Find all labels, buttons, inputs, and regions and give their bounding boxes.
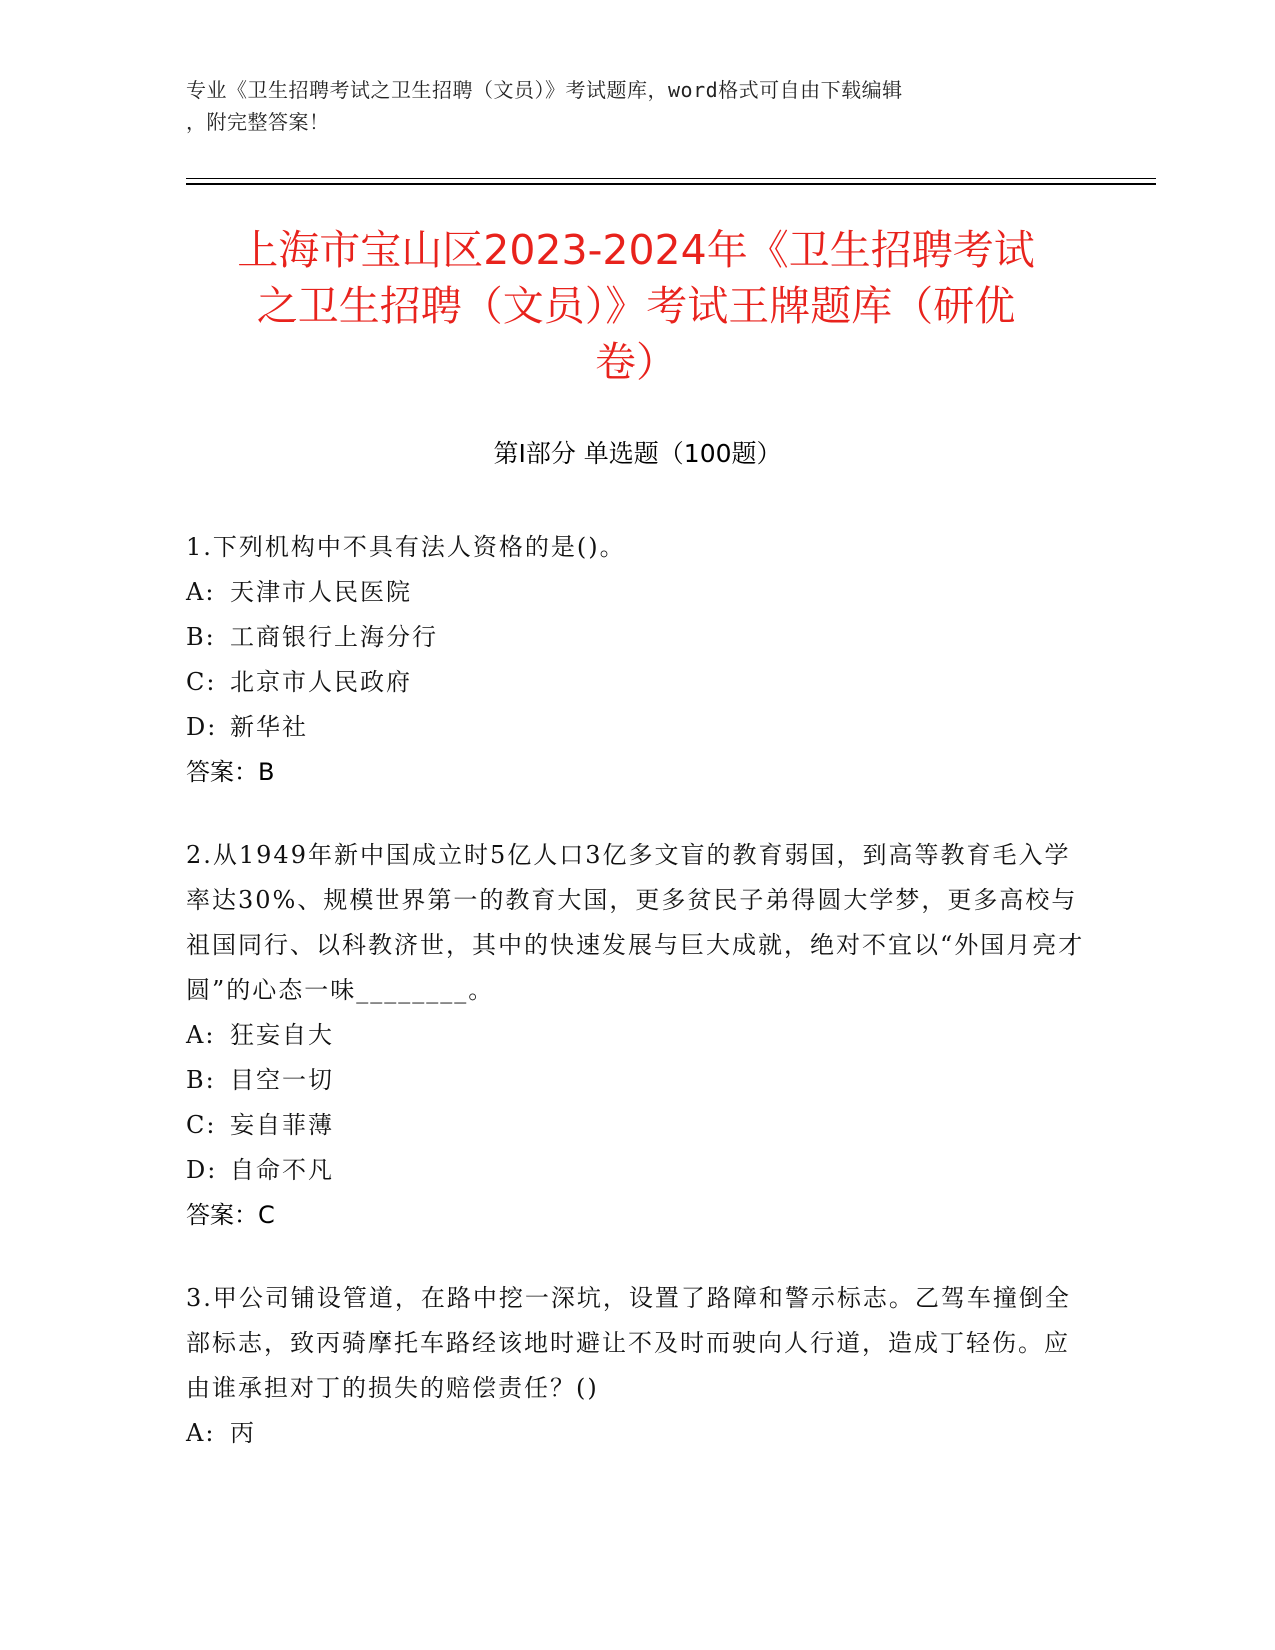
option-letter: B:	[186, 1066, 216, 1094]
document-title-line-3: 卷）	[595, 338, 677, 386]
option-letter: D:	[186, 1156, 218, 1184]
option-text: 丙	[230, 1419, 256, 1447]
document-title-line-1: 上海市宝山区2023-2024年《卫生招聘考试	[237, 226, 1035, 274]
question-item	[186, 525, 1086, 795]
question-answer: 答案：B	[186, 758, 275, 786]
question-stem: 3.甲公司铺设管道，在路中挖一深坑，设置了路障和警示标志。乙驾车撞倒全部标志，致丙骑摩托车路经该地时避让不及时而驶向人行道，造成丁轻伤。应由谁承担对丁的损失的赔偿责任？()	[186, 1284, 1071, 1402]
question-option	[186, 660, 1086, 705]
question-option	[186, 705, 1086, 750]
option-text: 自命不凡	[230, 1156, 334, 1184]
option-text: 工商银行上海分行	[230, 623, 438, 651]
option-letter: A:	[186, 1021, 216, 1049]
question-option	[186, 1103, 1086, 1148]
question-option	[186, 1013, 1086, 1058]
question-option	[186, 570, 1086, 615]
question-option	[186, 1058, 1086, 1103]
question-stem: 2.从1949年新中国成立时5亿人口3亿多文盲的教育弱国，到高等教育毛入学率达30%、规模世界第一的教育大国，更多贫民子弟得圆大学梦，更多高校与祖国同行、以科教济世，其中的快速发展与巨大成就，绝对不宜以“外国月亮才圆”的心态一味________。	[186, 841, 1085, 1004]
header-note	[186, 74, 1076, 138]
header-divider-thick	[186, 183, 1156, 185]
option-letter: A:	[186, 1419, 216, 1447]
option-letter: A:	[186, 578, 216, 606]
header-divider-thin	[186, 178, 1156, 179]
document-title-line-2: 之卫生招聘（文员）》考试王牌题库（研优	[256, 282, 1016, 330]
option-text: 狂妄自大	[230, 1021, 334, 1049]
option-text: 目空一切	[230, 1066, 334, 1094]
question-answer: 答案：C	[186, 1201, 275, 1229]
question-item	[186, 833, 1086, 1238]
option-text: 妄自菲薄	[230, 1111, 334, 1139]
header-note-line-2: ，附完整答案！	[186, 110, 330, 134]
question-option	[186, 615, 1086, 660]
question-stem: 1.下列机构中不具有法人资格的是()。	[186, 533, 626, 561]
question-option	[186, 1411, 1086, 1456]
option-text: 天津市人民医院	[230, 578, 412, 606]
option-letter: B:	[186, 623, 216, 651]
header-note-line-1: 专业《卫生招聘考试之卫生招聘（文员）》考试题库，word格式可自由下载编辑	[186, 78, 903, 102]
document-title	[176, 222, 1096, 390]
question-option	[186, 1148, 1086, 1193]
section-heading: 第Ⅰ部分 单选题（100题）	[493, 439, 782, 468]
option-letter: C:	[186, 668, 217, 696]
question-list	[186, 525, 1086, 1494]
option-text: 新华社	[230, 713, 308, 741]
option-text: 北京市人民政府	[230, 668, 412, 696]
option-letter: D:	[186, 713, 218, 741]
question-item	[186, 1276, 1086, 1456]
option-letter: C:	[186, 1111, 217, 1139]
